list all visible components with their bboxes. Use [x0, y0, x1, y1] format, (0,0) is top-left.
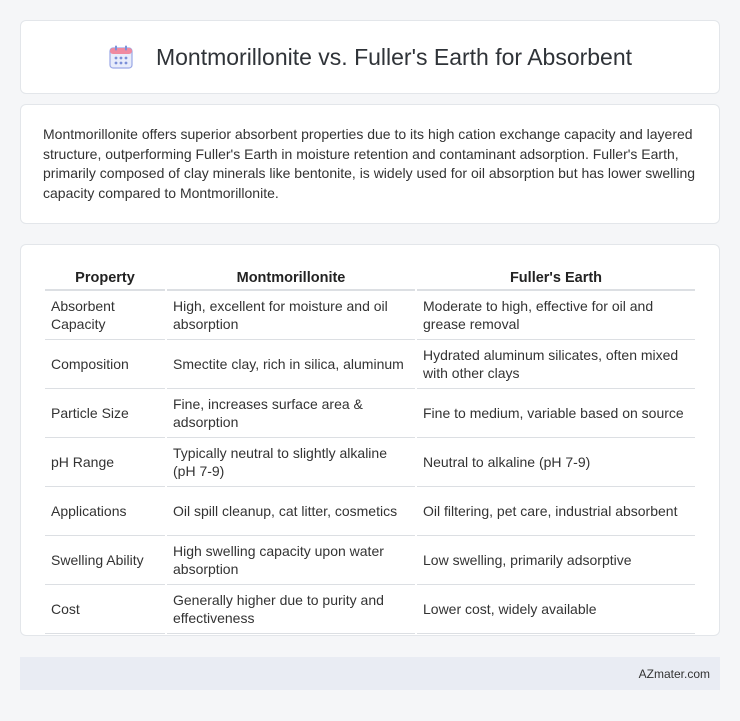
row-montmorillonite: High swelling capacity upon water absorption — [167, 536, 415, 585]
row-property: Swelling Ability — [45, 536, 165, 585]
header-montmorillonite: Montmorillonite — [167, 265, 415, 291]
header-fullers-earth: Fuller's Earth — [417, 265, 695, 291]
table-row — [45, 291, 695, 340]
row-montmorillonite: Typically neutral to slightly alkaline (pH 7-9) — [167, 438, 415, 487]
row-montmorillonite: High, excellent for moisture and oil absorption — [167, 291, 415, 340]
row-property: Cost — [45, 585, 165, 634]
row-montmorillonite: Fine, increases surface area & adsorption — [167, 389, 415, 438]
title-card — [20, 20, 720, 94]
row-fullers-earth: Low swelling, primarily adsorptive — [417, 536, 695, 585]
table-row — [45, 340, 695, 389]
row-montmorillonite: Oil spill cleanup, cat litter, cosmetics — [167, 487, 415, 536]
header-property: Property — [45, 265, 165, 291]
row-property: Particle Size — [45, 389, 165, 438]
row-property: Absorbent Capacity — [45, 291, 165, 340]
row-fullers-earth: Fine to medium, variable based on source — [417, 389, 695, 438]
intro-card — [20, 104, 720, 224]
row-fullers-earth: Hydrated aluminum silicates, often mixed with other clays — [417, 340, 695, 389]
row-fullers-earth: Moderate to high, effective for oil and grease removal — [417, 291, 695, 340]
row-property: Applications — [45, 487, 165, 536]
footer — [20, 657, 720, 690]
row-montmorillonite: Generally higher due to purity and effectiveness — [167, 585, 415, 634]
intro-paragraph: Montmorillonite offers superior absorbent properties due to its high cation exchange capacity and layered structure, outperforming Fuller's Earth in moisture retention and contaminant adsorption. Fuller's Earth, primarily composed of clay minerals like bentonite, is widely used for oil absorption but has lower swelling capacity compared to Montmorillonite. — [43, 126, 696, 201]
row-fullers-earth: Oil filtering, pet care, industrial absorbent — [417, 487, 695, 536]
comparison-card — [20, 244, 720, 636]
page-title: Montmorillonite vs. Fuller's Earth for Absorbent — [155, 43, 633, 70]
row-property: pH Range — [45, 438, 165, 487]
row-property: Composition — [45, 340, 165, 389]
row-montmorillonite: Smectite clay, rich in silica, aluminum — [167, 340, 415, 389]
comparison-table — [43, 265, 697, 634]
table-header-row — [45, 265, 695, 291]
table-row — [45, 438, 695, 487]
row-fullers-earth: Lower cost, widely available — [417, 585, 695, 634]
row-fullers-earth: Neutral to alkaline (pH 7-9) — [417, 438, 695, 487]
table-row — [45, 536, 695, 585]
calendar-icon — [108, 44, 134, 70]
footer-brand[interactable]: AZmater.com — [638, 666, 710, 681]
table-row — [45, 389, 695, 438]
table-row — [45, 585, 695, 634]
table-row — [45, 487, 695, 536]
